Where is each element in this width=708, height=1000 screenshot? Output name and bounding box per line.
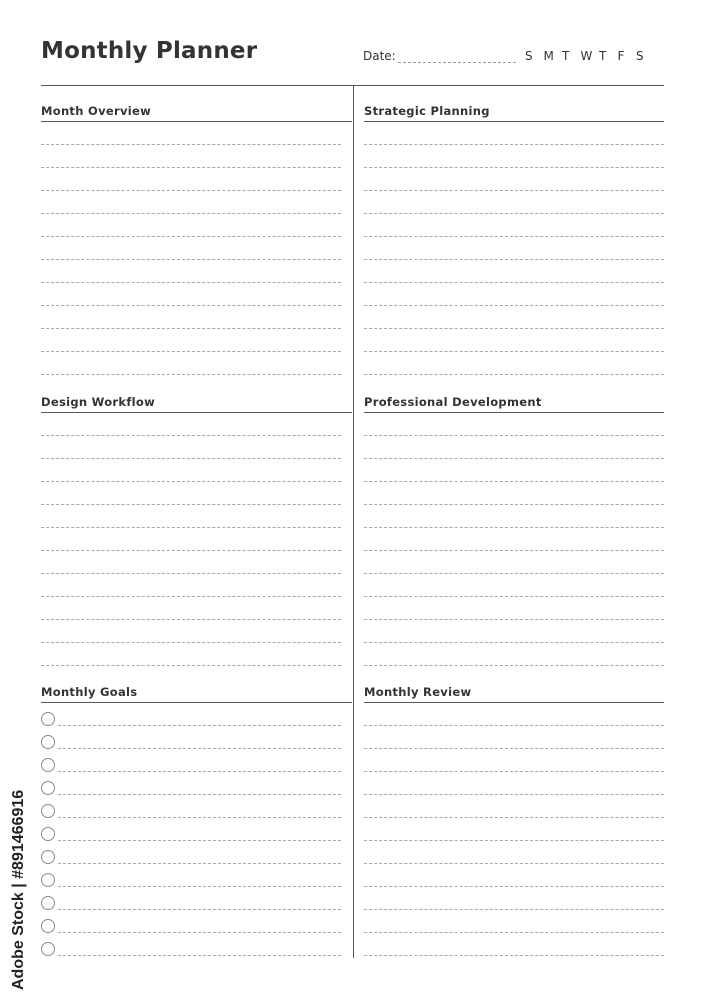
- goal-checkbox-icon: [41, 827, 55, 841]
- section-divider: [41, 121, 352, 122]
- section-title: Monthly Goals: [41, 685, 138, 699]
- writing-line: [41, 596, 341, 597]
- goal-line: [58, 840, 341, 841]
- writing-line: [364, 771, 664, 772]
- goal-checkbox-icon: [41, 781, 55, 795]
- writing-line: [364, 259, 664, 260]
- goal-checkbox-icon: [41, 873, 55, 887]
- weekday-wednesday: W: [580, 49, 593, 63]
- goal-line: [58, 955, 341, 956]
- goal-checkbox-icon: [41, 919, 55, 933]
- goal-line: [58, 886, 341, 887]
- writing-line: [41, 550, 341, 551]
- section-title: Design Workflow: [41, 395, 156, 409]
- writing-line: [364, 596, 664, 597]
- goal-checkbox-icon: [41, 942, 55, 956]
- writing-line: [41, 213, 341, 214]
- writing-line: [364, 504, 664, 505]
- goal-checkbox-icon: [41, 804, 55, 818]
- weekday-saturday: S: [636, 49, 644, 63]
- writing-line: [364, 328, 664, 329]
- writing-line: [364, 213, 664, 214]
- section-title: Strategic Planning: [364, 104, 490, 118]
- writing-line: [364, 190, 664, 191]
- date-field: [363, 49, 516, 63]
- writing-line: [364, 619, 664, 620]
- section-divider: [364, 412, 664, 413]
- writing-line: [364, 725, 664, 726]
- section-divider: [364, 121, 664, 122]
- weekday-tuesday: T: [562, 49, 570, 63]
- goal-line: [58, 932, 341, 933]
- goal-checkbox-icon: [41, 735, 55, 749]
- writing-line: [41, 190, 341, 191]
- column-divider: [353, 85, 354, 958]
- section-divider: [364, 702, 664, 703]
- writing-line: [364, 932, 664, 933]
- page-title: Monthly Planner: [41, 38, 258, 64]
- weekday-thursday: T: [599, 49, 607, 63]
- section-divider: [41, 702, 352, 703]
- writing-line: [41, 504, 341, 505]
- writing-line: [41, 167, 341, 168]
- writing-line: [41, 351, 341, 352]
- writing-line: [364, 642, 664, 643]
- writing-line: [364, 817, 664, 818]
- writing-line: [41, 236, 341, 237]
- writing-line: [41, 458, 341, 459]
- weekday-selector: [525, 49, 655, 63]
- weekday-friday: F: [617, 49, 625, 63]
- writing-line: [364, 550, 664, 551]
- writing-line: [364, 236, 664, 237]
- writing-line: [364, 665, 664, 666]
- writing-line: [41, 573, 341, 574]
- writing-line: [364, 351, 664, 352]
- writing-line: [364, 527, 664, 528]
- writing-line: [364, 794, 664, 795]
- writing-line: [364, 863, 664, 864]
- goal-checkbox-icon: [41, 758, 55, 772]
- writing-line: [364, 144, 664, 145]
- section-title: Professional Development: [364, 395, 542, 409]
- writing-line: [364, 886, 664, 887]
- section-title: Month Overview: [41, 104, 152, 118]
- writing-line: [364, 748, 664, 749]
- goal-line: [58, 794, 341, 795]
- writing-line: [364, 481, 664, 482]
- writing-line: [364, 458, 664, 459]
- weekday-monday: M: [543, 49, 554, 63]
- writing-line: [41, 259, 341, 260]
- writing-line: [41, 374, 341, 375]
- writing-line: [364, 282, 664, 283]
- writing-line: [41, 665, 341, 666]
- goal-checkbox-icon: [41, 712, 55, 726]
- writing-line: [364, 840, 664, 841]
- section-title: Monthly Review: [364, 685, 472, 699]
- writing-line: [364, 435, 664, 436]
- goal-line: [58, 725, 341, 726]
- date-input-line: [398, 51, 516, 63]
- goal-checkbox-icon: [41, 850, 55, 864]
- writing-line: [41, 282, 341, 283]
- writing-line: [364, 955, 664, 956]
- goal-line: [58, 863, 341, 864]
- writing-line: [364, 305, 664, 306]
- date-label: Date:: [363, 49, 396, 63]
- writing-line: [41, 481, 341, 482]
- writing-line: [41, 305, 341, 306]
- writing-line: [41, 642, 341, 643]
- writing-line: [41, 619, 341, 620]
- writing-line: [41, 328, 341, 329]
- writing-line: [364, 374, 664, 375]
- writing-line: [364, 909, 664, 910]
- goal-line: [58, 771, 341, 772]
- writing-line: [41, 144, 341, 145]
- section-divider: [41, 412, 352, 413]
- writing-line: [41, 527, 341, 528]
- writing-line: [364, 167, 664, 168]
- goal-line: [58, 909, 341, 910]
- weekday-sunday: S: [525, 49, 533, 63]
- goal-line: [58, 748, 341, 749]
- goal-checkbox-icon: [41, 896, 55, 910]
- stock-watermark: Adobe Stock | #891466916: [10, 789, 27, 990]
- writing-line: [364, 573, 664, 574]
- writing-line: [41, 435, 341, 436]
- goal-line: [58, 817, 341, 818]
